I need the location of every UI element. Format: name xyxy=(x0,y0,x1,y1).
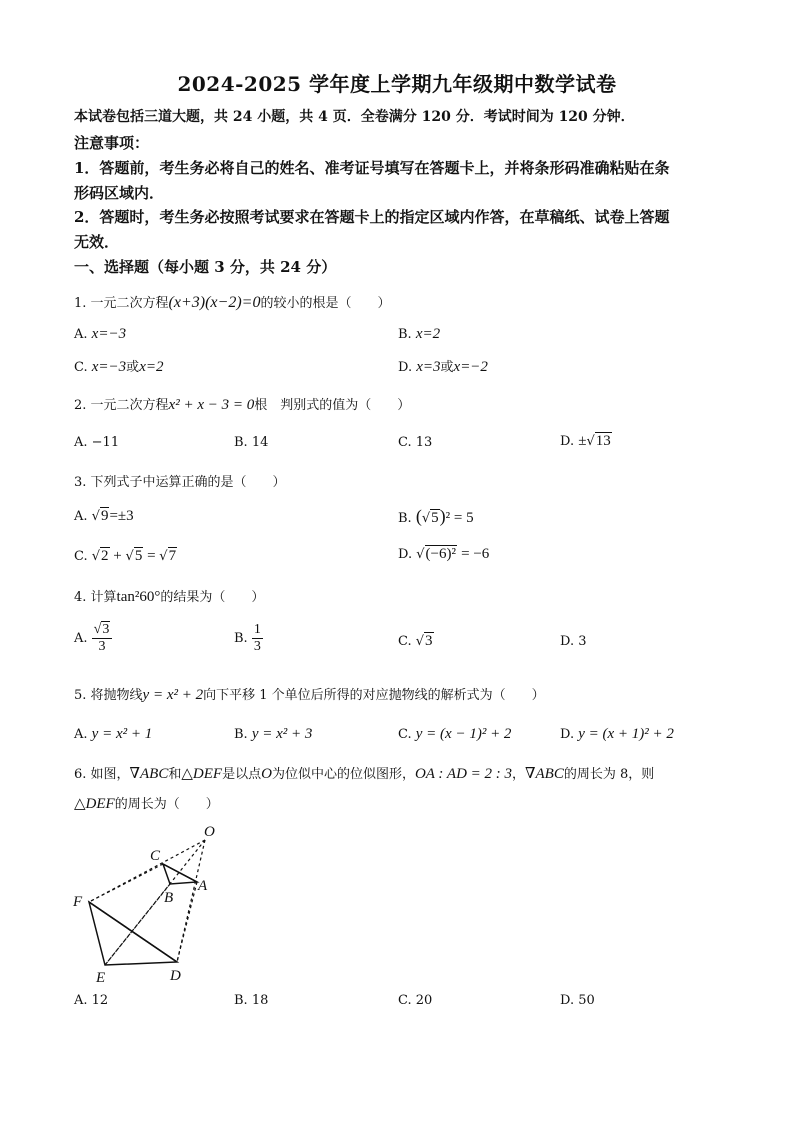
note-1-line-1: 1．答题前，考生务必将自己的姓名、准考证号填写在答题卡上，并将条形码准确粘贴在条 xyxy=(74,159,670,177)
question-3: 3. 下列式子中运算正确的是（ ） xyxy=(74,475,286,490)
q1-option-b: B. x=2 xyxy=(398,326,441,342)
point-d-label: D xyxy=(170,968,181,984)
notes-heading: 注意事项： xyxy=(74,134,150,152)
similar-triangles-figure xyxy=(60,820,240,985)
note-2-line-2: 无效． xyxy=(74,233,120,251)
exam-intro: 本试卷包括三道大题，共 24 小题，共 4 页．全卷满分 120 分．考试时间为 120 分钟． xyxy=(74,109,635,125)
q5-parabola: y = x² + 2 xyxy=(142,687,204,703)
q1-option-a: A. x=−3 xyxy=(74,326,127,342)
q1-equation: (x+3)(x−2)=0 xyxy=(168,294,261,311)
question-2: 2. 一元二次方程x² + x − 3 = 0根 判别式的值为（ ） xyxy=(74,397,411,413)
q4-option-d: D. 3 xyxy=(560,634,587,649)
q3-option-d: D. √(−6)² = −6 xyxy=(398,546,490,562)
q3-option-c: C. √2 + √5 = √7 xyxy=(74,548,177,564)
q1-suffix: 的较小的根是（ ） xyxy=(260,296,391,311)
point-a-label: A xyxy=(198,878,208,894)
q5-option-c: C. y = (x − 1)² + 2 xyxy=(398,726,512,742)
point-o-label: O xyxy=(204,824,215,840)
q6-option-c: C. 20 xyxy=(398,993,433,1008)
point-c-label: C xyxy=(150,848,161,864)
q4-option-b: B. $\frac{1}{3}$ xyxy=(234,622,261,654)
q4-expression: tan²60° xyxy=(116,589,161,605)
question-5: 5. 将抛物线y = x² + 2向下平移 1 个单位后所得的对应抛物线的解析式为（ ） xyxy=(74,687,545,703)
q2-option-c: C. 13 xyxy=(398,435,433,450)
q3-option-b: B. (√5)² = 5 xyxy=(398,506,474,526)
q6-option-d: D. 50 xyxy=(560,993,595,1008)
q2-option-d: D. ±√13 xyxy=(560,433,611,449)
q1-prefix: 1. 一元二次方程 xyxy=(74,296,169,311)
projection-lines xyxy=(89,840,205,965)
question-4: 4. 计算tan²60°的结果为（ ） xyxy=(74,589,265,605)
section-1-heading: 一、选择题（每小题 3 分，共 24 分） xyxy=(74,258,337,276)
point-f-label: F xyxy=(73,894,83,910)
q2-option-a: A. −11 xyxy=(74,435,120,450)
question-1 xyxy=(74,292,390,312)
point-e-label: E xyxy=(96,970,106,985)
note-2-line-1: 2．答题时，考生务必按照考试要求在答题卡上的指定区域内作答，在草稿纸、试卷上答题 xyxy=(74,208,670,226)
q5-option-a: A. y = x² + 1 xyxy=(74,726,153,742)
q4-option-c: C. √3 xyxy=(398,633,433,649)
point-b-label: B xyxy=(164,890,174,906)
q5-option-b: B. y = x² + 3 xyxy=(234,726,313,742)
q1-option-d: D. x=3或x=−2 xyxy=(398,359,488,375)
q5-option-d: D. y = (x + 1)² + 2 xyxy=(560,726,674,742)
page-title: 2024-2025 学年度上学期九年级期中数学试卷 xyxy=(177,72,617,96)
q3-option-a: A. √9=±3 xyxy=(74,508,134,524)
question-6-line-1: 6. 如图，∇ABC和△DEF是以点O为位似中心的位似图形，OA : AD = 2 : 3，∇ABC的周长为 8，则 xyxy=(74,766,655,782)
q6-option-a: A. 12 xyxy=(74,993,109,1008)
q6-option-b: B. 18 xyxy=(234,993,269,1008)
q4-option-a: A. $\frac{√3}{3}$ xyxy=(74,622,112,655)
note-1-line-2: 形码区域内． xyxy=(74,184,165,202)
question-6-line-2: △DEF的周长为（ ） xyxy=(74,796,219,812)
q2-equation: x² + x − 3 = 0 xyxy=(168,397,255,413)
q2-option-b: B. 14 xyxy=(234,435,269,450)
q1-option-c: C. x=−3或x=2 xyxy=(74,359,164,375)
